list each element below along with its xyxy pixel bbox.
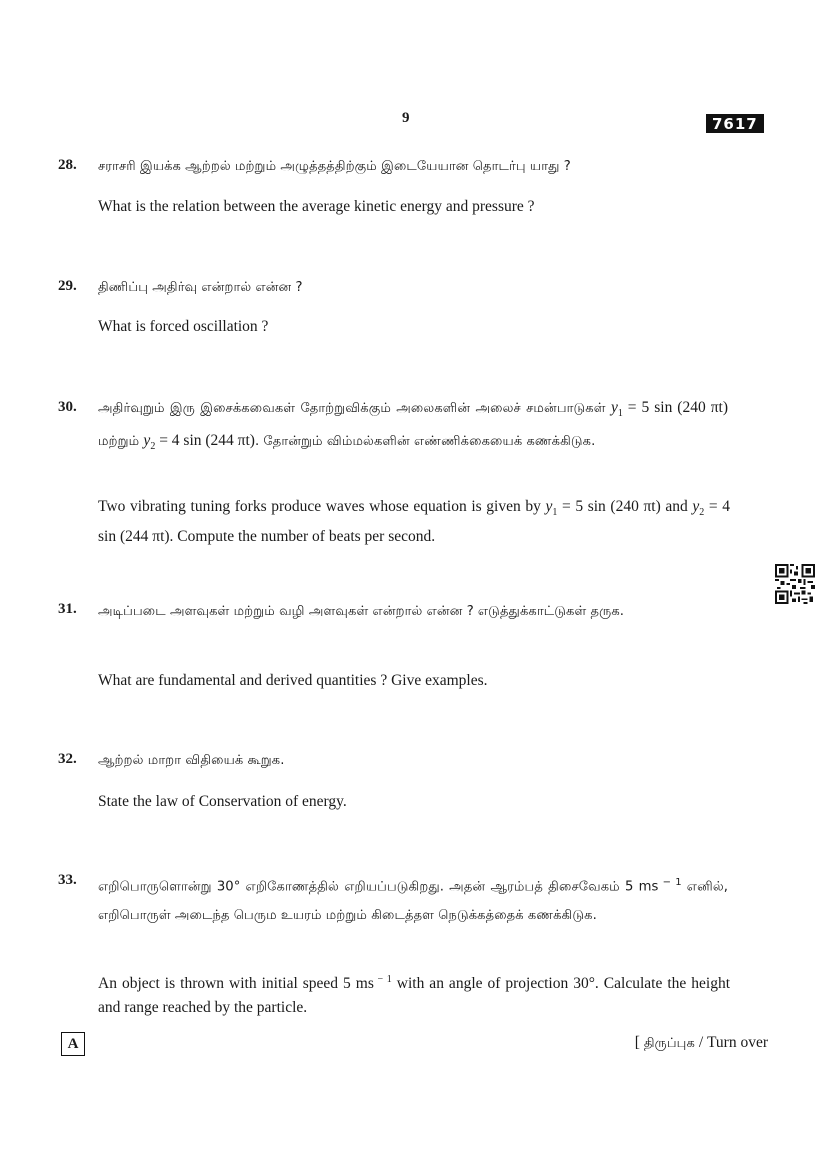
question-number: 28. — [58, 157, 77, 173]
tamil-text: அதிர்வுறும் இரு இசைக்கவைகள் தோற்றுவிக்கும் அலைகளின் அலைச் சமன்பாடுகள் — [98, 401, 606, 416]
question-english: Two vibrating tuning forks produce waves whose equation is given by $y_1 = 5$ sin (240 πt) and $y_2 = 4$ sin (244 πt). Compute the number of beats per second. — [98, 498, 730, 546]
tamil-text: மற்றும் — [98, 433, 144, 449]
page-number: 9 — [402, 110, 410, 126]
question-english: State the law of Conservation of energy. — [98, 793, 347, 810]
equation-2: $y_2 = 4$ sin (244 πt) — [143, 431, 255, 452]
question-number: 32. — [58, 751, 77, 767]
paper-code-badge: 7617 — [706, 114, 764, 133]
question-tamil: சராசரி இயக்க ஆற்றல் மற்றும் அழுத்தத்திற்கும் இடையேயான தொடர்பு யாது ? — [98, 159, 571, 174]
qr-code-icon — [775, 564, 815, 604]
question-english: What are fundamental and derived quantities ? Give examples. — [98, 672, 488, 689]
question-tamil — [98, 395, 728, 460]
question-tamil: அடிப்படை அளவுகள் மற்றும் வழி அளவுகள் என்றால் என்ன ? எடுத்துக்காட்டுகள் தருக. — [98, 604, 624, 619]
question-english: An object is thrown with initial speed 5 ms $^{- 1}$ with an angle of projection 30°. Calculate the height and range reached by the particle. — [98, 974, 730, 1017]
question-number: 29. — [58, 278, 77, 294]
tamil-text: . தோன்றும் விம்மல்களின் எண்ணிக்கையைக் கணக்கிடுக. — [254, 433, 596, 449]
question-number: 31. — [58, 601, 77, 617]
equation-2: $y_2 = 4$ sin (244 πt) — [98, 498, 730, 546]
question-number: 33. — [58, 872, 77, 888]
question-tamil: ஆற்றல் மாறா விதியைக் கூறுக. — [98, 753, 285, 768]
question-english: What is the relation between the average kinetic energy and pressure ? — [98, 198, 535, 215]
question-tamil: திணிப்பு அதிர்வு என்றால் என்ன ? — [98, 280, 303, 295]
equation-1: $y_1 = 5$ sin (240 πt) — [545, 498, 661, 519]
question-number: 30. — [58, 399, 77, 415]
question-english: What is forced oscillation ? — [98, 318, 269, 335]
turn-over-label: [ திருப்புக / Turn over — [634, 1034, 768, 1051]
series-box: A — [61, 1032, 85, 1056]
question-tamil: எறிபொருளொன்று 30° எறிகோணத்தில் எறியப்படுகிறது. அதன் ஆரம்பத் திசைவேகம் 5 ms $^{- 1}$ எனில், எறிபொருள் அடைந்த பெரும உயரம் மற்றும் கிடைத்தள நெடுக்கத்தைக் கணக்கிடுக. — [98, 877, 728, 924]
equation-1: $y_1 = 5$ sin (240 πt) — [610, 399, 728, 420]
